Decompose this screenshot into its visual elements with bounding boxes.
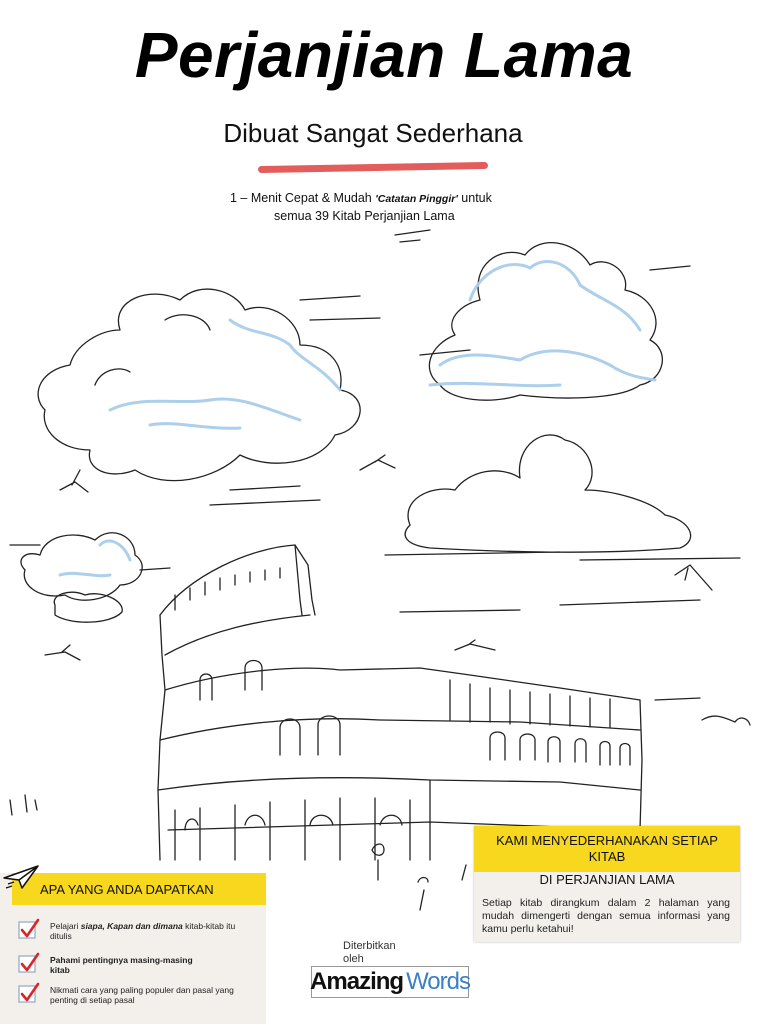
publisher-logo [311, 966, 469, 998]
benefit-text: Nikmati cara yang paling populer dan pasal yang penting di setiap pasal [50, 985, 234, 1005]
benefit-item [18, 952, 258, 975]
page-subtitle: Dibuat Sangat Sederhana [223, 118, 523, 148]
benefits-panel-heading: APA YANG ANDA DAPATKAN [12, 873, 266, 905]
benefit-text [50, 918, 258, 941]
benefit-text-part: Pelajari [50, 921, 81, 931]
bird-sketch [45, 645, 80, 660]
benefit-item [18, 982, 258, 1005]
page-title: Perjanjian Lama [134, 19, 634, 91]
bird-sketch [702, 716, 750, 725]
benefit-text-italic: siapa, Kapan dan dimana [80, 921, 183, 931]
tagline-italic: 'Catatan Pinggir' [375, 193, 458, 205]
publisher-logo-bold: Amazing [310, 968, 404, 995]
cloud-outline [405, 435, 690, 552]
bird-sketch [675, 565, 712, 590]
tagline-line2: semua 39 Kitab Perjanjian Lama [274, 209, 455, 223]
feature-panel-subheading: DI PERJANJIAN LAMA [539, 872, 675, 887]
publisher-label: Diterbitkan oleh [343, 940, 396, 965]
feature-panel-body: Setiap kitab dirangkum dalam 2 halaman yang mudah dimengerti dengan semua informasi yang kamu perlu ketahui! [482, 897, 730, 935]
subtitle-underline [258, 162, 488, 173]
tagline-part1: 1 – Menit Cepat & Mudah [230, 191, 376, 205]
benefit-text-part: kitab-kitab itu ditulis [50, 921, 236, 941]
bird-sketch [60, 470, 88, 492]
tagline [230, 190, 520, 225]
paper-plane-icon [2, 862, 40, 892]
benefit-text: Pahami pentingnya masing-masing kitab [50, 955, 193, 975]
benefit-item [18, 918, 258, 941]
feature-panel-heading: KAMI MENYEDERHANAKAN SETIAP KITAB [474, 826, 740, 872]
checkmark-icon [18, 918, 40, 940]
bird-sketch [360, 455, 395, 470]
feature-panel-right [474, 826, 740, 942]
cloud-outline [429, 243, 662, 401]
publisher-logo-light: Words [406, 968, 470, 995]
checkmark-icon [18, 952, 40, 974]
tagline-part2: untuk [457, 191, 492, 205]
checkmark-icon [18, 982, 40, 1004]
cloud-outline [21, 533, 142, 600]
bird-sketch [455, 640, 495, 650]
